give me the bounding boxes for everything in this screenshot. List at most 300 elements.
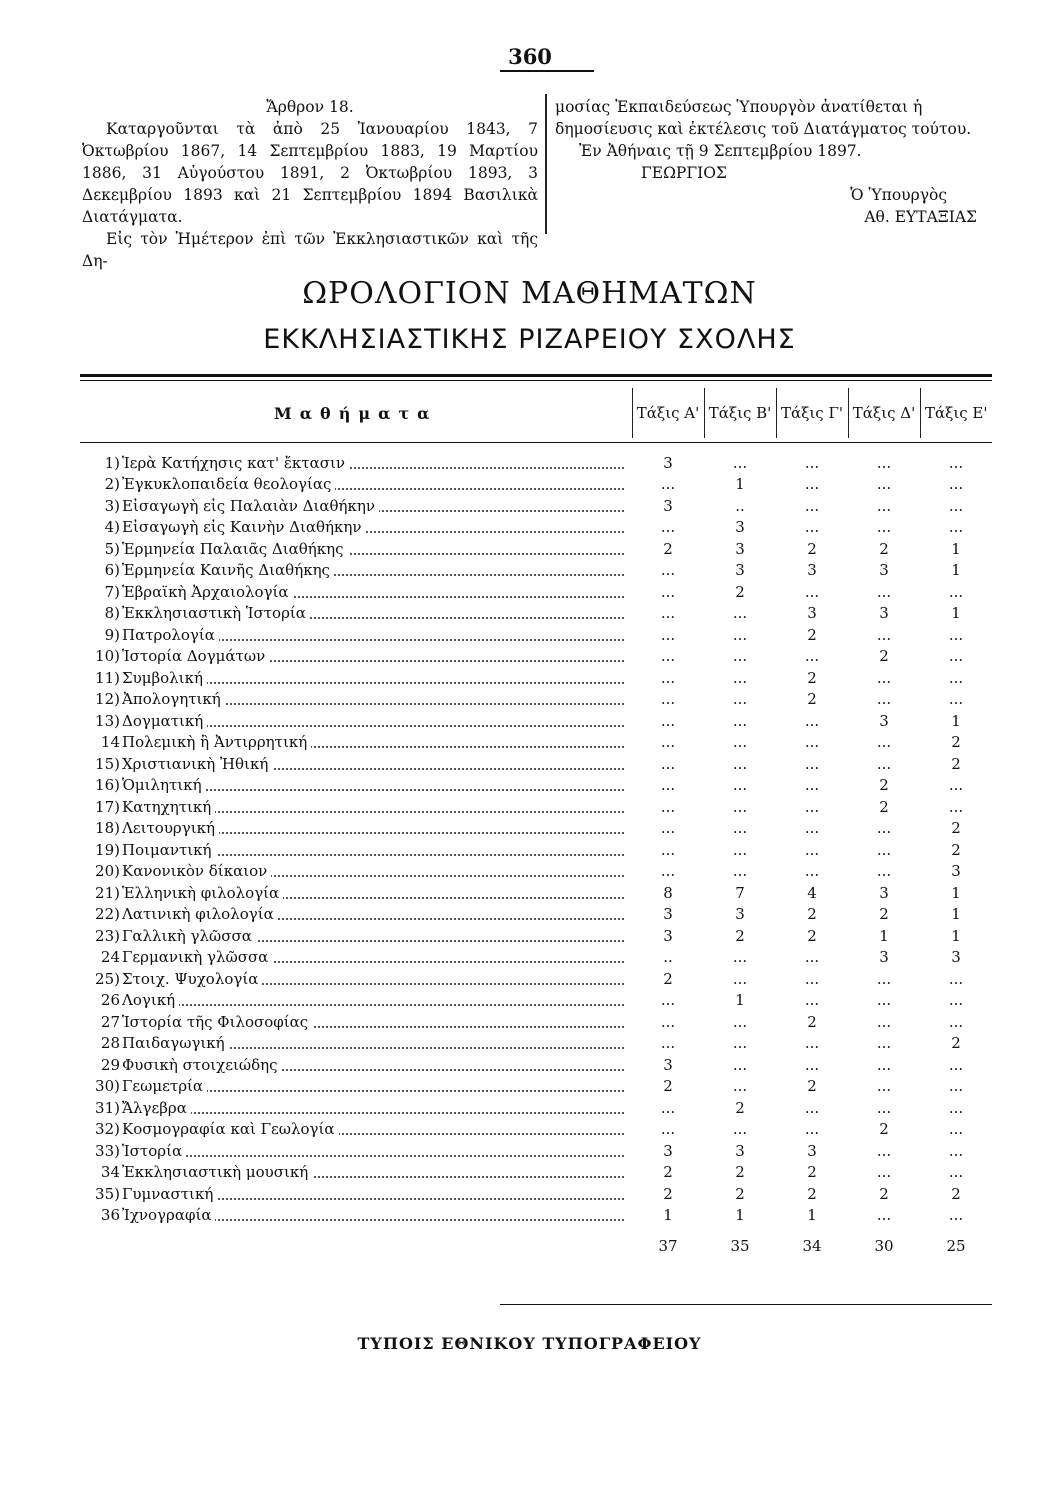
- class-d-header: Τάξις Δ': [848, 388, 920, 438]
- table-row: [80, 753, 992, 775]
- subject-name: Ποιμαντική: [122, 841, 216, 859]
- hours-cell: 1: [879, 926, 889, 945]
- hours-cell: ...: [876, 819, 892, 838]
- hours-cell: ...: [876, 453, 892, 472]
- row-number: 30): [95, 1077, 120, 1096]
- subject-name: Ἱστορία τῆς Φιλοσοφίας: [122, 1013, 312, 1031]
- row-number: 29: [100, 1055, 120, 1074]
- header-gap: [80, 438, 992, 452]
- subject-name: Ἄλγεβρα: [122, 1099, 191, 1117]
- hours-cell: 2: [879, 539, 889, 558]
- hours-cell: 3: [735, 561, 745, 580]
- hours-cell: ...: [732, 862, 748, 881]
- hours-cell: ...: [660, 582, 676, 601]
- hours-cell: 2: [663, 1184, 673, 1203]
- hours-cell: 8: [663, 883, 673, 902]
- hours-cell: ...: [948, 1206, 964, 1225]
- subject-name: Ἀπολογητική: [122, 690, 225, 708]
- hours-cell: ...: [660, 1034, 676, 1053]
- row-number: 22): [95, 905, 120, 924]
- hours-cell: ...: [732, 1055, 748, 1074]
- column-divider: [545, 94, 547, 234]
- total-class-a: 37: [658, 1237, 678, 1255]
- document-title: ΩΡΟΛΟΓΙΟΝ ΜΑΘΗΜΑΤΩΝ: [302, 276, 757, 311]
- hours-cell: ...: [876, 862, 892, 881]
- table-row: [80, 947, 992, 969]
- row-number: 26: [100, 991, 120, 1010]
- hours-cell: 1: [951, 711, 961, 730]
- left-column: [82, 96, 538, 272]
- hours-cell: ...: [660, 733, 676, 752]
- hours-cell: ...: [660, 991, 676, 1010]
- table-row: [80, 861, 992, 883]
- hours-cell: 2: [735, 1098, 745, 1117]
- hours-cell: ...: [732, 711, 748, 730]
- table-row: [80, 581, 992, 603]
- hours-cell: ...: [660, 1012, 676, 1031]
- table-row: [80, 968, 992, 990]
- class-e-header: Τάξις Ε': [920, 388, 992, 438]
- hours-cell: ...: [876, 582, 892, 601]
- row-number: 36: [100, 1206, 120, 1225]
- subject-name: Ἐκκλησιαστικὴ Ἱστορία: [122, 604, 310, 622]
- hours-cell: 1: [951, 561, 961, 580]
- class-c-header: Τάξις Γ': [776, 388, 848, 438]
- table-top-rule-thin: [80, 380, 992, 381]
- hours-cell: ...: [660, 1098, 676, 1117]
- hours-cell: ...: [732, 840, 748, 859]
- subject-name: Παιδαγωγική: [122, 1034, 229, 1052]
- hours-cell: ...: [876, 969, 892, 988]
- header-row: [80, 388, 992, 438]
- row-number: 11): [95, 668, 120, 687]
- hours-cell: 1: [735, 475, 745, 494]
- table-row: [80, 1205, 992, 1227]
- hours-cell: ...: [948, 453, 964, 472]
- hours-cell: 2: [879, 1120, 889, 1139]
- table-row: [80, 1119, 992, 1141]
- table-row: [80, 689, 992, 711]
- subject-name: Λατινικὴ φιλολογία: [122, 905, 278, 923]
- page-number: 360: [508, 44, 552, 69]
- table-row: [80, 796, 992, 818]
- table-row: [80, 474, 992, 496]
- hours-cell: ...: [732, 819, 748, 838]
- hours-cell: 2: [807, 905, 817, 924]
- hours-cell: 3: [879, 711, 889, 730]
- hours-cell: ...: [732, 625, 748, 644]
- subject-header: Μαθήματα: [274, 403, 438, 423]
- table-row: [80, 882, 992, 904]
- row-number: 3): [104, 496, 120, 515]
- table-row: [80, 925, 992, 947]
- hours-cell: ..: [663, 948, 673, 967]
- hours-cell: ..: [735, 496, 745, 515]
- hours-cell: 1: [951, 905, 961, 924]
- hours-cell: 3: [663, 1055, 673, 1074]
- hours-cell: 3: [663, 905, 673, 924]
- hours-cell: ...: [660, 776, 676, 795]
- hours-cell: ...: [660, 754, 676, 773]
- hours-cell: ...: [732, 797, 748, 816]
- hours-cell: 1: [951, 883, 961, 902]
- hours-cell: ...: [804, 1120, 820, 1139]
- hours-cell: ...: [660, 862, 676, 881]
- hours-cell: ...: [732, 604, 748, 623]
- hours-cell: 7: [735, 883, 745, 902]
- row-number: 4): [104, 518, 120, 537]
- hours-cell: ...: [876, 1141, 892, 1160]
- hours-cell: ...: [732, 948, 748, 967]
- hours-cell: 2: [807, 926, 817, 945]
- hours-cell: ...: [732, 1034, 748, 1053]
- table-row: [80, 603, 992, 625]
- row-number: 34: [100, 1163, 120, 1182]
- table-row: [80, 710, 992, 732]
- total-class-e: 25: [946, 1237, 966, 1255]
- hours-cell: ...: [876, 496, 892, 515]
- hours-cell: ...: [804, 797, 820, 816]
- subject-name: Ἰχνογραφία: [122, 1206, 215, 1224]
- subject-name: Γαλλικὴ γλῶσσα: [122, 927, 256, 945]
- execution-paragraph-start: Εἰς τὸν Ἡμέτερον ἐπὶ τῶν Ἐκκλησιαστικῶν καὶ τῆς Δη-: [82, 230, 538, 270]
- subject-name: Ἐκκλησιαστικὴ μουσική: [122, 1163, 312, 1181]
- hours-cell: 3: [951, 948, 961, 967]
- hours-cell: 2: [951, 733, 961, 752]
- table-row: [80, 1140, 992, 1162]
- hours-cell: 3: [879, 948, 889, 967]
- hours-cell: ...: [660, 604, 676, 623]
- table-row: [80, 839, 992, 861]
- hours-cell: ...: [876, 1034, 892, 1053]
- hours-cell: ...: [876, 840, 892, 859]
- table-row: [80, 538, 992, 560]
- total-class-d: 30: [874, 1237, 894, 1255]
- hours-cell: 2: [735, 926, 745, 945]
- hours-cell: ...: [660, 625, 676, 644]
- row-number: 20): [95, 862, 120, 881]
- hours-cell: ...: [876, 625, 892, 644]
- table-row: [80, 1076, 992, 1098]
- hours-cell: 2: [951, 819, 961, 838]
- row-number: 31): [95, 1098, 120, 1117]
- hours-cell: ...: [876, 733, 892, 752]
- subject-name: Γυμναστική: [122, 1185, 217, 1203]
- hours-cell: ...: [732, 754, 748, 773]
- hours-cell: ...: [876, 991, 892, 1010]
- hours-cell: 1: [663, 1206, 673, 1225]
- table-row: [80, 1054, 992, 1076]
- row-number: 35): [95, 1184, 120, 1203]
- hours-cell: ...: [804, 862, 820, 881]
- signature-title: Ὁ Ὑπουργὸς: [850, 186, 947, 204]
- hours-cell: ...: [804, 647, 820, 666]
- subject-name: Ἱερὰ Κατήχησις κατ' ἔκτασιν: [122, 454, 349, 472]
- row-number: 6): [104, 561, 120, 580]
- subject-name: Ἐγκυκλοπαιδεία θεολογίας: [122, 475, 335, 493]
- place-date: Ἐν Ἀθήναις τῇ 9 Σεπτεμβρίου 1897.: [579, 142, 862, 160]
- hours-cell: ...: [948, 668, 964, 687]
- hours-cell: ...: [948, 776, 964, 795]
- printer-imprint: ΤΥΠΟΙΣ ΕΘΝΙΚΟΥ ΤΥΠΟΓΡΑΦΕΙΟΥ: [357, 1334, 702, 1353]
- hours-cell: ...: [948, 647, 964, 666]
- hours-cell: 3: [735, 1141, 745, 1160]
- hours-cell: ...: [876, 1163, 892, 1182]
- hours-cell: 2: [951, 840, 961, 859]
- hours-cell: 2: [807, 690, 817, 709]
- hours-cell: ...: [804, 582, 820, 601]
- subject-name: Ἑβραϊκὴ Ἀρχαιολογία: [122, 583, 293, 601]
- row-number: 24: [100, 948, 120, 967]
- hours-cell: ...: [804, 453, 820, 472]
- row-number: 27: [100, 1012, 120, 1031]
- hours-cell: ...: [732, 1120, 748, 1139]
- table-row: [80, 775, 992, 797]
- subject-name: Κατηχητική: [122, 798, 215, 816]
- hours-cell: ...: [660, 840, 676, 859]
- timetable: [80, 388, 992, 1266]
- hours-cell: ...: [876, 1055, 892, 1074]
- hours-cell: 1: [951, 539, 961, 558]
- repeal-paragraph: Καταργοῦνται τὰ ἀπὸ 25 Ἰανουαρίου 1843, 7 Ὀκτωβρίου 1867, 14 Σεπτεμβρίου 1883, 19 Μαρτίου 1886, 31 Αὐγούστου 1891, 2 Ὀκτωβρίου 1893, 3 Δεκεμβρίου 1893 καὶ 21 Σεπτεμβρίου 1894 Βασιλικὰ Διατάγματα.: [82, 120, 538, 226]
- table-row: [80, 1011, 992, 1033]
- subject-name: Ἑλληνικὴ φιλολογία: [122, 884, 283, 902]
- hours-cell: ...: [804, 948, 820, 967]
- row-number: 25): [95, 969, 120, 988]
- hours-cell: 3: [879, 604, 889, 623]
- hours-cell: ...: [660, 647, 676, 666]
- totals-row: [80, 1226, 992, 1266]
- row-number: 16): [95, 776, 120, 795]
- hours-cell: ...: [948, 1098, 964, 1117]
- hours-cell: ...: [660, 561, 676, 580]
- subject-name: Εἰσαγωγὴ εἰς Παλαιὰν Διαθήκην: [122, 497, 379, 515]
- row-number: 13): [95, 711, 120, 730]
- hours-cell: ...: [660, 690, 676, 709]
- hours-cell: ...: [660, 1120, 676, 1139]
- hours-cell: 2: [807, 668, 817, 687]
- hours-cell: 3: [663, 453, 673, 472]
- row-number: 7): [104, 582, 120, 601]
- hours-cell: 1: [807, 1206, 817, 1225]
- hours-cell: ...: [948, 1163, 964, 1182]
- hours-cell: ...: [804, 991, 820, 1010]
- hours-cell: ...: [804, 969, 820, 988]
- table-row: [80, 1162, 992, 1184]
- hours-cell: 2: [879, 905, 889, 924]
- hours-cell: ...: [732, 1077, 748, 1096]
- hours-cell: ...: [876, 1012, 892, 1031]
- subject-name: Δογματική: [122, 712, 207, 730]
- table-row: [80, 646, 992, 668]
- table-row: [80, 990, 992, 1012]
- hours-cell: ...: [948, 475, 964, 494]
- hours-cell: 2: [879, 797, 889, 816]
- hours-cell: 2: [951, 1184, 961, 1203]
- subject-name: Λογική: [122, 991, 179, 1009]
- hours-cell: 2: [663, 969, 673, 988]
- signature-person: Αθ. ΕΥΤΑΞΙΑΣ: [864, 208, 977, 226]
- subject-name: Συμβολική: [122, 669, 207, 687]
- hours-cell: 1: [951, 604, 961, 623]
- hours-cell: 3: [879, 883, 889, 902]
- hours-cell: ...: [660, 711, 676, 730]
- subject-name: Στοιχ. Ψυχολογία: [122, 970, 262, 988]
- row-number: 28: [100, 1034, 120, 1053]
- hours-cell: ...: [660, 668, 676, 687]
- hours-cell: ...: [804, 840, 820, 859]
- hours-cell: ...: [948, 496, 964, 515]
- row-number: 23): [95, 926, 120, 945]
- hours-cell: 3: [879, 561, 889, 580]
- hours-cell: ...: [876, 668, 892, 687]
- hours-cell: ...: [660, 475, 676, 494]
- hours-cell: ...: [732, 1012, 748, 1031]
- hours-cell: 3: [663, 926, 673, 945]
- subject-name: Πολεμικὴ ἢ Ἀντιρρητική: [122, 733, 311, 751]
- table-row: [80, 560, 992, 582]
- hours-cell: 2: [807, 1077, 817, 1096]
- hours-cell: 2: [879, 776, 889, 795]
- row-number: 19): [95, 840, 120, 859]
- hours-cell: 2: [807, 1012, 817, 1031]
- hours-cell: 2: [951, 1034, 961, 1053]
- subject-name: Κοσμογραφία καὶ Γεωλογία: [122, 1120, 339, 1138]
- hours-cell: 2: [807, 625, 817, 644]
- hours-cell: ...: [732, 776, 748, 795]
- hours-cell: ...: [876, 1206, 892, 1225]
- subject-name: Ἱστορία: [122, 1142, 186, 1160]
- table-row: [80, 1183, 992, 1205]
- hours-cell: ...: [732, 690, 748, 709]
- row-number: 5): [104, 539, 120, 558]
- row-number: 14: [100, 733, 120, 752]
- subject-name: Ἱστορία Δογμάτων: [122, 647, 269, 665]
- table-top-rule: [80, 374, 992, 377]
- row-number: 15): [95, 754, 120, 773]
- row-number: 12): [95, 690, 120, 709]
- row-number: 33): [95, 1141, 120, 1160]
- hours-cell: ...: [732, 668, 748, 687]
- hours-cell: 3: [663, 496, 673, 515]
- subject-name: Φυσικὴ στοιχειώδης: [122, 1056, 282, 1074]
- subject-name: Κανονικὸν δίκαιον: [122, 862, 271, 880]
- hours-cell: 2: [807, 539, 817, 558]
- row-number: 21): [95, 883, 120, 902]
- hours-cell: ...: [948, 797, 964, 816]
- document-subtitle: ΕΚΚΛΗΣΙΑΣΤΙΚΗΣ ΡΙΖΑΡΕΙΟΥ ΣΧΟΛΗΣ: [263, 324, 796, 355]
- hours-cell: 2: [735, 1184, 745, 1203]
- hours-cell: ...: [804, 1098, 820, 1117]
- hours-cell: ...: [660, 819, 676, 838]
- subject-name: Ἑρμηνεία Καινῆς Διαθήκης: [122, 561, 334, 579]
- hours-cell: ...: [804, 1034, 820, 1053]
- timetable-body: [80, 452, 992, 1226]
- hours-cell: 3: [807, 604, 817, 623]
- hours-cell: ...: [876, 754, 892, 773]
- hours-cell: ...: [948, 969, 964, 988]
- table-row: [80, 452, 992, 474]
- hours-cell: ...: [804, 733, 820, 752]
- subject-name: Πατρολογία: [122, 626, 219, 644]
- hours-cell: 1: [951, 926, 961, 945]
- page-number-rule: [500, 70, 594, 72]
- row-number: 9): [104, 625, 120, 644]
- hours-cell: ...: [732, 647, 748, 666]
- row-number: 32): [95, 1120, 120, 1139]
- table-row: [80, 624, 992, 646]
- table-row: [80, 904, 992, 926]
- table-row: [80, 818, 992, 840]
- hours-cell: 2: [663, 1163, 673, 1182]
- hours-cell: 1: [735, 991, 745, 1010]
- hours-cell: ...: [948, 518, 964, 537]
- hours-cell: ...: [804, 776, 820, 795]
- hours-cell: ...: [948, 1012, 964, 1031]
- hours-cell: 1: [735, 1206, 745, 1225]
- hours-cell: 2: [879, 647, 889, 666]
- hours-cell: ...: [804, 475, 820, 494]
- hours-cell: 3: [807, 561, 817, 580]
- hours-cell: ...: [660, 797, 676, 816]
- hours-cell: 2: [879, 1184, 889, 1203]
- row-number: 17): [95, 797, 120, 816]
- subject-name: Ἑρμηνεία Παλαιᾶς Διαθήκης: [122, 540, 348, 558]
- hours-cell: ...: [948, 625, 964, 644]
- hours-cell: ...: [804, 496, 820, 515]
- hours-cell: 3: [663, 1141, 673, 1160]
- hours-cell: 4: [807, 883, 817, 902]
- hours-cell: 2: [951, 754, 961, 773]
- signature-name: ΓΕΩΡΓΙΟΣ: [641, 164, 727, 182]
- hours-cell: 2: [735, 582, 745, 601]
- hours-cell: 3: [735, 905, 745, 924]
- table-row: [80, 667, 992, 689]
- class-a-header: Τάξις Α': [632, 388, 704, 438]
- hours-cell: ...: [876, 475, 892, 494]
- total-class-b: 35: [730, 1237, 750, 1255]
- row-number: 18): [95, 819, 120, 838]
- hours-cell: 2: [807, 1184, 817, 1203]
- hours-cell: ...: [948, 1077, 964, 1096]
- row-number: 10): [95, 647, 120, 666]
- hours-cell: ...: [732, 969, 748, 988]
- hours-cell: ...: [804, 711, 820, 730]
- hours-cell: 2: [663, 1077, 673, 1096]
- hours-cell: ...: [804, 819, 820, 838]
- hours-cell: ...: [948, 991, 964, 1010]
- hours-cell: 3: [735, 539, 745, 558]
- row-number: 1): [104, 453, 120, 472]
- hours-cell: ...: [876, 1077, 892, 1096]
- table-row: [80, 1033, 992, 1055]
- hours-cell: ...: [948, 1055, 964, 1074]
- totals-bottom-rule: [500, 1304, 992, 1305]
- hours-cell: 2: [807, 1163, 817, 1182]
- hours-cell: ...: [876, 518, 892, 537]
- table-row: [80, 495, 992, 517]
- subject-name: Γερμανικὴ γλῶσσα: [122, 948, 272, 966]
- hours-cell: 2: [663, 539, 673, 558]
- subject-name: Γεωμετρία: [122, 1077, 207, 1095]
- subject-name: Χριστιανικὴ Ἠθική: [122, 755, 272, 773]
- hours-cell: ...: [948, 690, 964, 709]
- hours-cell: ...: [660, 518, 676, 537]
- hours-cell: ...: [732, 733, 748, 752]
- right-column: [555, 96, 987, 228]
- row-number: 8): [104, 604, 120, 623]
- hours-cell: 3: [807, 1141, 817, 1160]
